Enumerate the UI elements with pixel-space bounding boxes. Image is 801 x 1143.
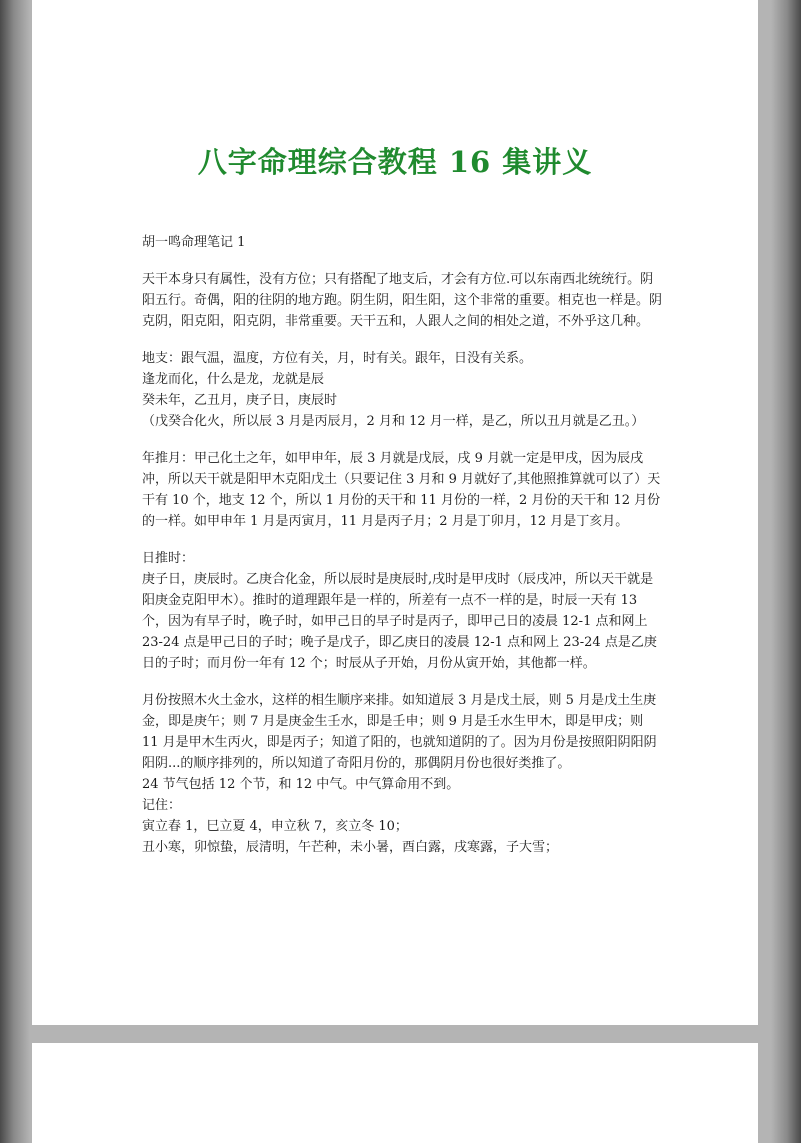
document-page-2 [32,1043,758,1143]
document-title: 八字命理综合教程 16 集讲义 [197,145,593,179]
paragraph: 胡一鸣命理笔记 1 [142,235,246,250]
document-body [142,232,662,858]
paragraph: 庚子日，庚辰时。乙庚合化金，所以辰时是庚辰时,戌时是甲戌时（辰戌冲，所以天干就是阳庚金克阳甲木）。推时的道理跟年是一样的，所差有一点不一样的是，时辰一天有 13 个，因为有早子时，晚子时，如甲己日的早子时是丙子，即甲己日的凌晨 12-1 点和网上 23-24 点是甲己日的子时；晚子是戊子，即乙庚日的凌晨 12-1 点和网上 23-24 点是乙庚日的子时；而月份一年有 12 个；时辰从子开始，月份从寅开始，其他都一样。 [142,572,657,671]
paragraph: 癸未年，乙丑月，庚子日，庚辰时 [142,393,338,408]
paragraph: 月份按照木火土金水，这样的相生顺序来排。如知道辰 3 月是戊土辰，则 5 月是戊土生庚金，即是庚午；则 7 月是庚金生壬水，即是壬申；则 9 月是壬水生甲木，即是甲戌；则 11 月是甲木生丙火，即是丙子；知道了阳的，也就知道阴的了。因为月份是按照阳阴阳阴阳阴...的顺序排列的，所以知道了奇阳月份的，那偶阴月份也很好类推了。 [142,693,657,771]
paragraph: 逢龙而化，什么是龙，龙就是辰 [142,372,325,387]
paragraph: 日推时： [142,551,195,566]
paragraph: 地支：跟气温，温度，方位有关，月，时有关。跟年，日没有关系。 [142,351,533,366]
paragraph: 24 节气包括 12 个节，和 12 中气。中气算命用不到。 [142,777,460,792]
document-page-1 [32,0,758,1025]
paragraph: 记住： [142,798,182,813]
paragraph: 寅立春 1，巳立夏 4，申立秋 7，亥立冬 10； [142,819,408,834]
paragraph: 年推月：甲己化土之年，如甲申年，辰 3 月就是戊辰，戌 9 月就一定是甲戌，因为辰戌冲，所以天干就是阳甲木克阳戊土（只要记住 3 月和 9 月就好了,其他照推算就可以了）天干有 10 个，地支 12 个，所以 1 月份的天干和 11 月份的一样，2 月份的天干和 12 月份的一样。如甲申年 1 月是丙寅月，11 月是丙子月；2 月是丁卯月，12 月是丁亥月。 [142,451,661,529]
paragraph: （戊癸合化火，所以辰 3 月是丙辰月，2 月和 12 月一样，是乙，所以丑月就是乙丑。） [142,414,645,429]
paragraph: 丑小寒，卯惊蛰，辰清明，午芒种，未小暑，酉白露，戌寒露，子大雪； [142,840,559,855]
paragraph: 天干本身只有属性，没有方位；只有搭配了地支后，才会有方位.可以东南西北统统行。阴阳五行。奇偶，阳的往阴的地方跑。阴生阴，阳生阳，这个非常的重要。相克也一样是。阴克阴，阳克阳，阳克阴，非常重要。天干五和，人跟人之间的相处之道，不外乎这几种。 [142,272,663,329]
